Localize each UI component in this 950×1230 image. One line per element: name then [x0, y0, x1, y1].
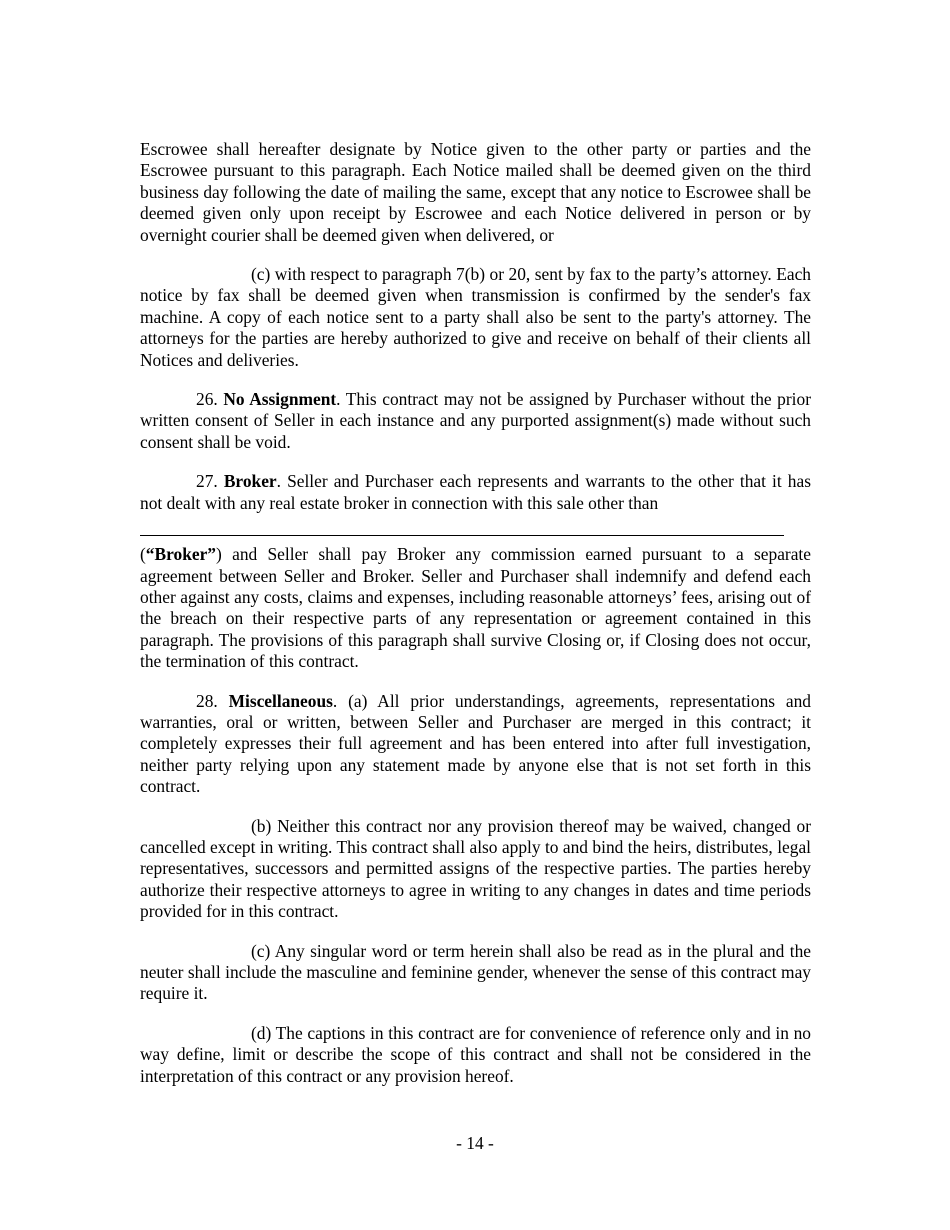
defined-term-broker: “Broker”	[145, 544, 216, 565]
contract-text	[140, 139, 811, 1105]
section-27-broker	[140, 471, 811, 514]
page-number: - 14 -	[456, 1133, 494, 1153]
section-26-no-assignment	[140, 389, 811, 453]
paragraph-notice-continuation: Escrowee shall hereafter designate by Notice given to the other party or parties and the Escrowee pursuant to this paragraph. Each Notice mailed shall be deemed given on the third business day following the date of mailing the same, except that any notice to Escrowee shall be deemed given only upon receipt by Escrowee and each Notice delivered in person or by overnight courier shall be deemed given when delivered, or	[140, 139, 811, 245]
section-number: 28.	[196, 690, 218, 711]
section-title: No Assignment	[223, 389, 337, 410]
section-28-d: (d) The captions in this contract are for convenience of reference only and in no way define, limit or describe the scope of this contract and shall not be considered in the interpretation of this contract or any provision hereof.	[140, 1022, 811, 1086]
section-body: . (a) All prior understandings, agreements, representations and warranties, oral or written, between Seller and Purchaser are merged in this contract; it completely expresses their full agreement and has been entered into after full investigation, neither party relying upon any statement made by anyone else that is not set forth in this contract.	[140, 690, 811, 797]
section-28-b: (b) Neither this contract nor any provision thereof may be waived, changed or cancelled except in writing. This contract shall also apply to and bind the heirs, distributes, legal representatives, successors and permitted assigns of the respective parties. The parties hereby authorize their respective attorneys to agree in writing to any changes in dates and time periods provided for in this contract.	[140, 815, 811, 922]
section-body: . This contract may not be assigned by Purchaser without the prior written consent of Seller in each instance and any purported assignment(s) made without such consent shall be void.	[140, 389, 811, 452]
section-body: . Seller and Purchaser each represents and warrants to the other that it has not dealt with any real estate broker in connection with this sale other than	[140, 471, 811, 513]
section-number: 27.	[196, 471, 218, 492]
paren-open: (	[140, 544, 146, 565]
section-27-broker-continued	[140, 544, 811, 672]
section-body: ) and Seller shall pay Broker any commission earned pursuant to a separate agreement between Seller and Broker. Seller and Purchaser shall indemnify and defend each other against any costs, claims and expenses, including reasonable attorneys’ fees, arising out of the breach on their respective parts of any representation or agreement contained in this paragraph. The provisions of this paragraph shall survive Closing or, if Closing does not occur, the termination of this contract.	[140, 544, 811, 672]
paragraph-notice-fax: (c) with respect to paragraph 7(b) or 20, sent by fax to the party’s attorney. Each notice by fax shall be deemed given when transmission is confirmed by the sender's fax machine. A copy of each notice sent to a party shall also be sent to the party's attorney. The attorneys for the parties are hereby authorized to give and receive on behalf of their clients all Notices and deliveries.	[140, 264, 811, 370]
broker-name-blank	[140, 514, 784, 536]
section-28-c: (c) Any singular word or term herein shall also be read as in the plural and the neuter shall include the masculine and feminine gender, whenever the sense of this contract may require it.	[140, 940, 811, 1004]
section-title: Broker	[223, 471, 277, 492]
section-title: Miscellaneous	[228, 690, 333, 711]
section-28-miscellaneous	[140, 691, 811, 798]
section-number: 26.	[196, 389, 218, 410]
